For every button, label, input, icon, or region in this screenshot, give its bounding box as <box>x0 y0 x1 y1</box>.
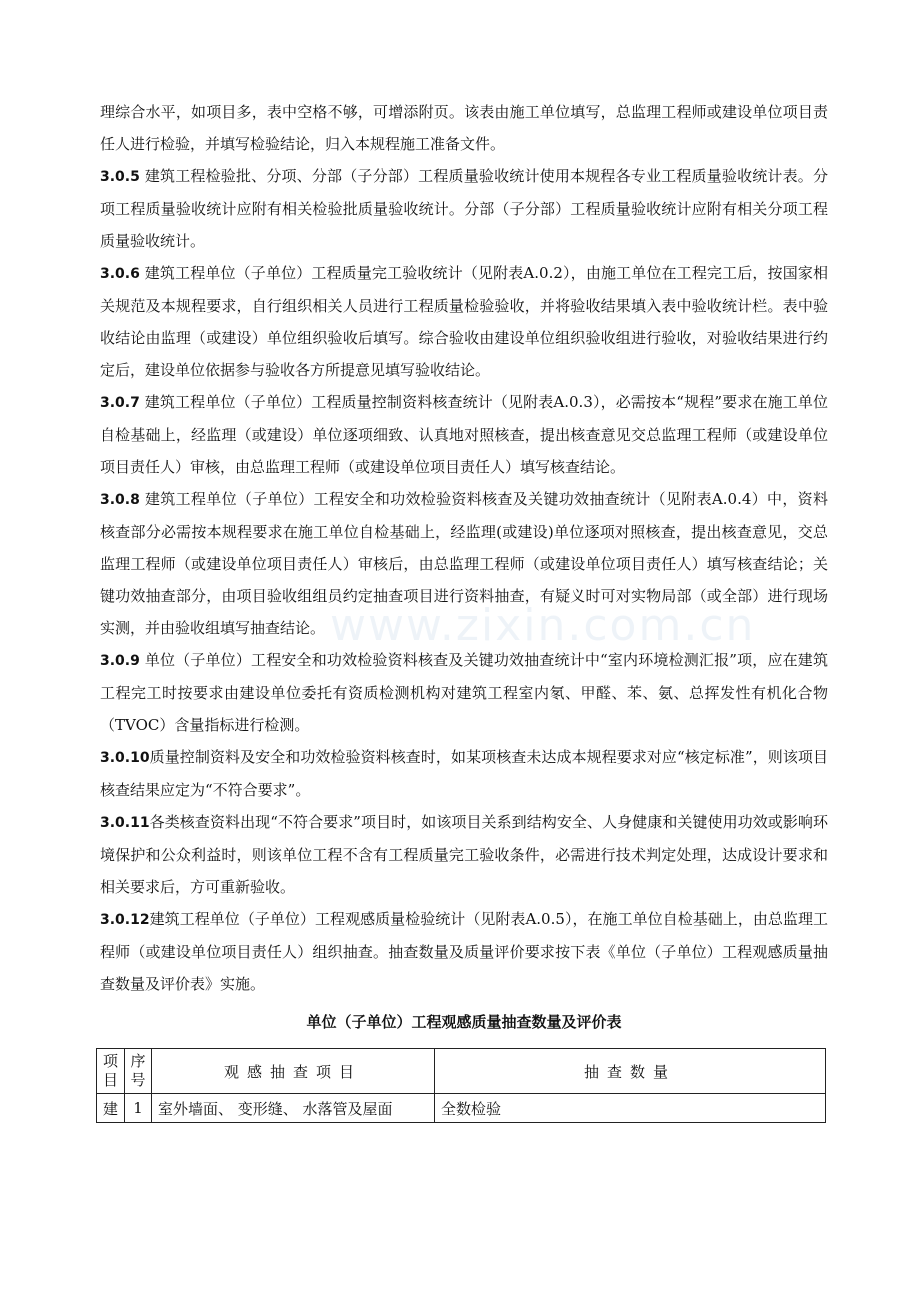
header-cell-item: 项目 <box>97 1049 125 1094</box>
paragraph-text: 建筑工程单位（子单位）工程安全和功效检验资料核查及关键功效抽查统计（见附表A.0.4）中，资料核查部分必需按本规程要求在施工单位自检基础上，经监理(或建设)单位逐项对照核查，提出核查意见，交总监理工程师（或建设单位项目责任人）审核后，由总监理工程师（或建设单位项目责任人）填写核查结论；关键功效抽查部分，由项目验收组组员约定抽查项目进行资料抽查，有疑义时可对实物局部（或全部）进行现场实测，并由验收组填写抽查结论。 <box>100 490 828 637</box>
paragraph-3-0-11 <box>100 806 828 903</box>
paragraph-text: 建筑工程单位（子单位）工程观感质量检验统计（见附表A.0.5），在施工单位自检基础上，由总监理工程师（或建设单位项目责任人）组织抽查。抽查数量及质量评价要求按下表《单位（子单位）工程观感质量抽查数量及评价表》实施。 <box>100 910 828 993</box>
clause-number: 3.0.12 <box>100 912 150 928</box>
paragraph-3-0-7 <box>100 386 828 483</box>
cell-category: 建 <box>97 1094 125 1123</box>
header-cell-seq: 序号 <box>125 1049 152 1094</box>
paragraph-3-0-12 <box>100 903 828 1000</box>
document-page <box>100 96 828 1123</box>
clause-number: 3.0.8 <box>100 492 140 508</box>
clause-number: 3.0.11 <box>100 815 150 831</box>
clause-number: 3.0.9 <box>100 653 140 669</box>
paragraph-continued <box>100 96 828 160</box>
clause-number: 3.0.7 <box>100 395 140 411</box>
paragraph-3-0-6 <box>100 257 828 386</box>
paragraph-text: 建筑工程检验批、分项、分部（子分部）工程质量验收统计使用本规程各专业工程质量验收统计表。分项工程质量验收统计应附有相关检验批质量验收统计。分部（子分部）工程质量验收统计应附有相关分项工程质量验收统计。 <box>100 167 828 250</box>
paragraph-text: 质量控制资料及安全和功效检验资料核查时，如某项核查未达成本规程要求对应“核定标准”，则该项目核查结果应定为“不符合要求”。 <box>100 748 828 799</box>
watermark: www.zixin.com.cn <box>330 600 756 651</box>
clause-number: 3.0.10 <box>100 750 150 766</box>
cell-seq: 1 <box>125 1094 152 1123</box>
paragraph-text: 建筑工程单位（子单位）工程质量完工验收统计（见附表A.0.2），由施工单位在工程完工后，按国家相关规范及本规程要求，自行组织相关人员进行工程质量检验验收，并将验收结果填入表中验收统计栏。表中验收结论由监理（或建设）单位组织验收后填写。综合验收由建设单位组织验收组进行验收，对验收结果进行约定后，建设单位依据参与验收各方所提意见填写验收结论。 <box>100 264 828 379</box>
evaluation-table <box>96 1048 826 1123</box>
paragraph-3-0-9 <box>100 644 828 741</box>
table-header-row <box>97 1049 826 1094</box>
header-cell-inspection-item: 观感抽查项目 <box>152 1049 435 1094</box>
clause-number: 3.0.5 <box>100 169 140 185</box>
cell-inspection-item: 室外墙面、 变形缝、 水落管及屋面 <box>152 1094 435 1123</box>
paragraph-3-0-10 <box>100 741 828 806</box>
paragraph-text: 单位（子单位）工程安全和功效检验资料核查及关键功效抽查统计中“室内环境检测汇报”项，应在建筑工程完工时按要求由建设单位委托有资质检测机构对建筑工程室内氡、甲醛、苯、氨、总挥发性有机化合物（TVOC）含量指标进行检测。 <box>100 651 828 734</box>
paragraph-text: 理综合水平，如项目多，表中空格不够，可增添附页。该表由施工单位填写，总监理工程师或建设单位项目责任人进行检验，并填写检验结论，归入本规程施工准备文件。 <box>100 103 828 153</box>
table-row <box>97 1094 826 1123</box>
cell-sample-quantity: 全数检验 <box>435 1094 826 1123</box>
header-cell-sample-quantity: 抽查数量 <box>435 1049 826 1094</box>
paragraph-text: 各类核查资料出现“不符合要求”项目时，如该项目关系到结构安全、人身健康和关键使用功效或影响环境保护和公众利益时，则该单位工程不含有工程质量完工验收条件，必需进行技术判定处理，达成设计要求和相关要求后，方可重新验收。 <box>100 813 828 896</box>
paragraph-3-0-5 <box>100 160 828 257</box>
table-title: 单位（子单位）工程观感质量抽查数量及评价表 <box>306 1013 622 1031</box>
paragraph-3-0-8 <box>100 483 828 644</box>
paragraph-text: 建筑工程单位（子单位）工程质量控制资料核查统计（见附表A.0.3），必需按本“规程”要求在施工单位自检基础上，经监理（或建设）单位逐项细致、认真地对照核查，提出核查意见交总监理工程师（或建设单位项目责任人）审核，由总监理工程师（或建设单位项目责任人）填写核查结论。 <box>100 393 828 476</box>
clause-number: 3.0.6 <box>100 266 140 282</box>
